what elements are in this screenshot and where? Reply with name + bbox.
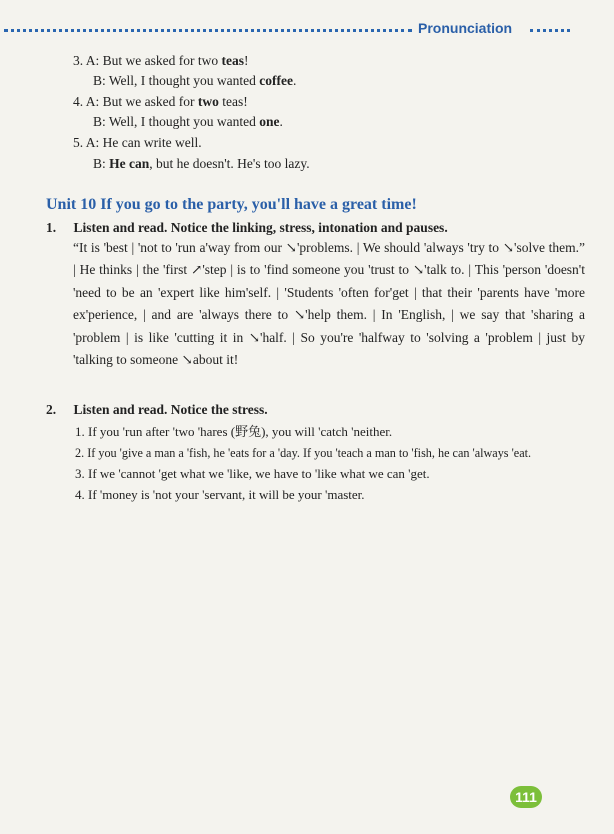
item-number: 1. [75,424,85,439]
proverb-item [75,444,531,462]
item-text: If we 'cannot 'get what we 'like, we have to 'like what we can 'get. [88,466,430,481]
dialogue-text: . [293,73,297,88]
dialogue-3-line-a [73,52,249,70]
dialogue-number: 3. [73,53,84,68]
stressed-word: one [259,114,280,129]
dialogue-number: 5. [73,135,84,150]
exercise-instruction: Listen and read. Notice the stress. [73,402,268,417]
item-text: If you 'run after 'two 'hares (野兔), you will 'catch 'neither. [88,424,393,439]
proverb-item [75,423,392,441]
dialogue-text: A: But we asked for two [85,53,222,68]
stressed-word: teas [221,53,244,68]
unit-title: Unit 10 If you go to the party, you'll have a great time! [46,196,417,213]
stressed-word: He can [109,156,150,171]
dialogue-text: , but he doesn't. He's too lazy. [149,156,310,171]
stressed-word: coffee [259,73,293,88]
stressed-word: two [197,94,219,109]
dialogue-4-line-b [93,113,283,131]
dialogue-text: B: [93,156,110,171]
item-number: 3. [75,466,85,481]
item-text: If 'money is 'not your 'servant, it will be your 'master. [88,487,365,502]
dialogue-text: A: But we asked for [85,94,198,109]
header-dotted-rule [4,29,412,32]
dialogue-5-line-b [93,155,310,173]
dialogue-text: A: He can write well. [85,135,202,150]
dialogue-text: B: Well, I thought you wanted [93,114,260,129]
dialogue-text: teas! [218,94,248,109]
dialogue-text: B: Well, I thought you wanted [93,73,260,88]
page-number-badge: 111 [510,786,542,808]
dialogue-5-line-a [73,134,202,152]
header-dotted-rule-right [530,29,570,32]
dialogue-3-line-b [93,72,296,90]
exercise-1-heading [46,219,448,237]
page-header [0,18,614,38]
dialogue-4-line-a [73,93,248,111]
dialogue-text: ! [244,53,249,68]
dialogue-text: . [279,114,283,129]
exercise-number: 1. [46,220,57,235]
exercise-instruction: Listen and read. Notice the linking, stress, intonation and pauses. [73,220,448,235]
dialogue-number: 4. [73,94,84,109]
section-title: Pronunciation [418,20,513,36]
exercise-2-heading [46,401,268,419]
exercise-1-passage: “It is 'best | 'not to 'run a'way from our ↘'problems. | We should 'always 'try to ↘'solve them.” | He thinks | the 'first ↗'step | is to 'find someone you 'trust to ↘'talk to. | This 'person 'doesn't 'need to be an 'expert like him'self. | 'Students 'often for'get | that their 'parents have 'more ex'perience, | and are 'always there to ↘'help them. | In 'English, | we say that 'sharing a 'problem | is like 'cutting it in ↘'half. | So you're 'halfway to 'solving a 'problem | just by 'talking to someone ↘about it! [73,240,585,368]
item-number: 4. [75,487,85,502]
proverb-item [75,465,430,483]
item-number: 2. [75,446,85,460]
exercise-number: 2. [46,402,57,417]
proverb-item [75,486,365,504]
item-text: If you 'give a man a 'fish, he 'eats for a 'day. If you 'teach a man to 'fish, he can 'always 'eat. [87,446,532,460]
